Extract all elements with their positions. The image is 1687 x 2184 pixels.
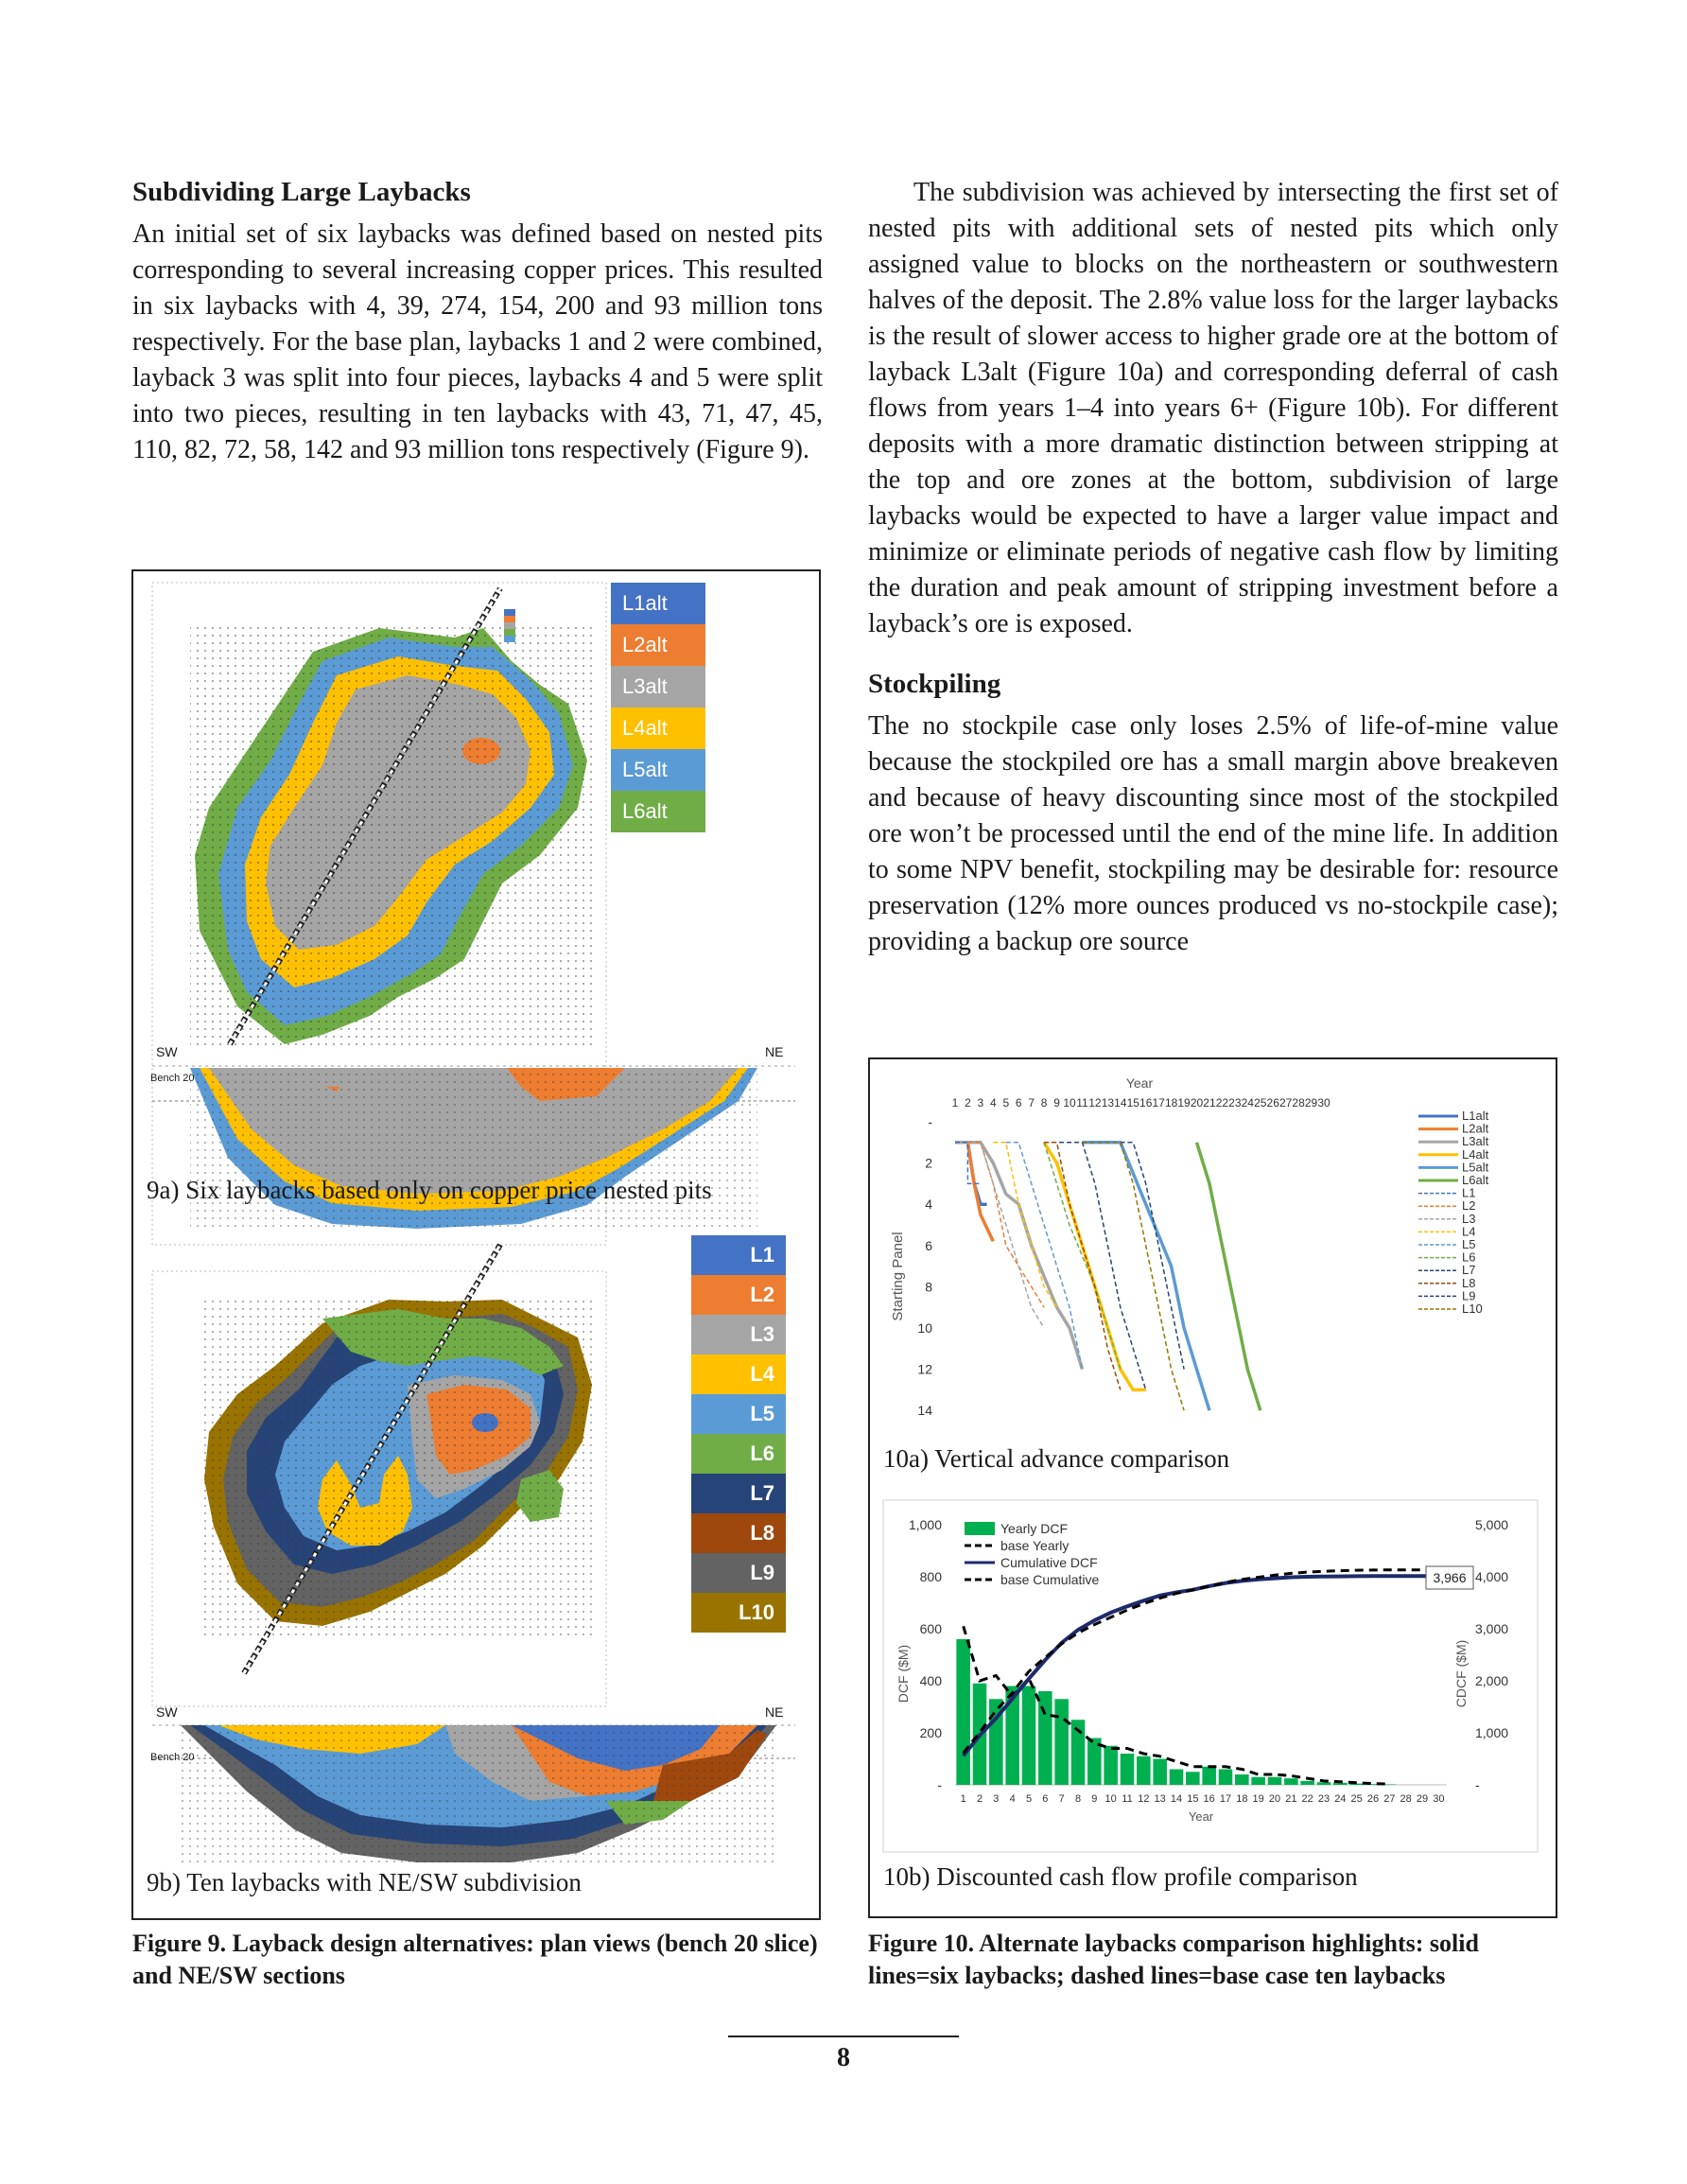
bar-yearly-dcf [1022, 1686, 1036, 1786]
x-tick-10a: 1 [951, 1096, 959, 1109]
series-line-l1 [955, 1143, 981, 1184]
y-tick-10a: - [928, 1114, 932, 1129]
legend-9b-l6: L6 [691, 1434, 786, 1474]
bar-yearly-dcf [1284, 1778, 1298, 1785]
subcaption-9a: 9a) Six laybacks based only on copper price nested pits [147, 1176, 712, 1204]
legend-label-l5: L5 [1462, 1237, 1476, 1251]
legend-9a-l4alt: L4alt [611, 708, 705, 749]
bar-yearly-dcf [1317, 1782, 1331, 1785]
x-tick-10b: 29 [1416, 1793, 1429, 1805]
left-column [132, 175, 823, 468]
legend-9a [611, 583, 705, 832]
legend-label-l8: L8 [1462, 1275, 1476, 1290]
x-tick-10b: 13 [1154, 1793, 1166, 1805]
x-tick-10b: 9 [1091, 1793, 1098, 1805]
legend-9b-l3: L3 [691, 1315, 786, 1354]
figure-10-caption: Figure 10. Alternate laybacks comparison highlights: solid lines=six laybacks; dashed lines=base case ten laybacks [868, 1930, 1479, 1989]
legend-label-l1alt: L1alt [1462, 1109, 1489, 1123]
legend-label-l7: L7 [1462, 1263, 1476, 1278]
series-line-l4alt [1044, 1143, 1146, 1390]
subcaption-9b: 9b) Ten laybacks with NE/SW subdivision [147, 1868, 582, 1896]
x-tick-10a: 29 [1304, 1096, 1318, 1109]
y-tick-10b: - [937, 1777, 942, 1792]
x-tick-10a: 30 [1317, 1096, 1330, 1109]
x-tick-10a: 15 [1126, 1096, 1139, 1109]
x-tick-10a: 19 [1177, 1096, 1191, 1109]
y-tick-10a: 4 [925, 1197, 932, 1213]
x-tick-10b: 21 [1285, 1793, 1297, 1805]
bar-yearly-dcf [1251, 1777, 1265, 1785]
legend-label-yearly-dcf: Yearly DCF [1000, 1521, 1069, 1536]
footer-rule [728, 2035, 959, 2037]
x-tick-10a: 21 [1203, 1096, 1216, 1109]
figure-10-panel [868, 1057, 1557, 1918]
paragraph-subdividing: An initial set of six laybacks was defined based on nested pits corresponding to several increasing copper prices. This resulted in six laybacks with 4, 39, 274, 154, 200 and 93 million tons respectively. For the base plan, laybacks 1 and 2 were combined, layback 3 was split into four pieces, laybacks 4 and 5 were split into two pieces, resulting in ten laybacks with 43, 71, 47, 45, 110, 82, 72, 58, 142 and 93 million tons respectively (Figure 9). [132, 219, 823, 464]
x-tick-10a: 6 [1015, 1096, 1022, 1109]
x-tick-10a: 17 [1152, 1096, 1165, 1109]
y-tick-10a: 10 [917, 1320, 932, 1336]
chart-vertical-advance [879, 1067, 1541, 1445]
bar-yearly-dcf [1038, 1691, 1052, 1785]
x-tick-10a: 9 [1053, 1096, 1060, 1109]
x-tick-10b: 4 [1009, 1793, 1016, 1805]
legend-label-cumulative-dcf: Cumulative DCF [1000, 1555, 1098, 1570]
y2-tick-10b: 3,000 [1475, 1621, 1509, 1636]
bar-yearly-dcf [1054, 1699, 1069, 1785]
y2-tick-10b: 4,000 [1475, 1569, 1509, 1584]
plan-view-9a [190, 623, 597, 1049]
x-tick-10a: 3 [977, 1096, 984, 1109]
bar-yearly-dcf [1104, 1746, 1118, 1785]
x-tick-10a: 26 [1266, 1096, 1279, 1109]
y-tick-10b: 200 [919, 1725, 942, 1740]
legend-9b-l1: L1 [691, 1235, 786, 1275]
legend-label-l2: L2 [1462, 1198, 1476, 1214]
legend-label-l3alt: L3alt [1462, 1134, 1489, 1149]
legend-label-l1: L1 [1462, 1185, 1476, 1200]
bar-yearly-dcf [1121, 1754, 1135, 1785]
x-tick-10a: 23 [1228, 1096, 1242, 1109]
y-tick-10a: 6 [925, 1237, 932, 1253]
bar-yearly-dcf [956, 1639, 970, 1785]
bar-yearly-dcf [1235, 1774, 1249, 1785]
x-tick-10a: 24 [1241, 1096, 1254, 1109]
x-tick-10b: 2 [976, 1793, 983, 1805]
x-tick-10b: 10 [1104, 1793, 1117, 1805]
annotation-cumulative-value: 3,966 [1433, 1570, 1467, 1585]
series-line-l2alt [955, 1143, 993, 1242]
legend-label-l3: L3 [1462, 1211, 1476, 1226]
y2-axis-title-10b: CDCF ($M) [1453, 1639, 1469, 1708]
y2-tick-10b: 2,000 [1475, 1673, 1509, 1688]
x-tick-10b: 12 [1138, 1793, 1150, 1805]
bar-yearly-dcf [1137, 1756, 1151, 1785]
section-heading-stockpiling: Stockpiling [868, 669, 1001, 699]
x-tick-10a: 16 [1139, 1096, 1153, 1109]
x-tick-10b: 3 [993, 1793, 1000, 1805]
x-tick-10b: 18 [1236, 1793, 1248, 1805]
legend-label-base-cumulative: base Cumulative [1000, 1572, 1100, 1587]
legend-9a-l5alt: L5alt [611, 749, 705, 791]
section-ne-label-9a: NE [765, 1044, 784, 1059]
x-tick-10a: 28 [1292, 1096, 1305, 1109]
x-tick-10a: 4 [990, 1096, 997, 1109]
section-heading-subdividing: Subdividing Large Laybacks [132, 177, 471, 207]
series-line-l7 [1044, 1143, 1146, 1390]
x-tick-10a: 20 [1190, 1096, 1204, 1109]
x-tick-10a: 7 [1028, 1096, 1035, 1109]
x-tick-10a: 8 [1040, 1096, 1048, 1109]
section-ne-label-9b: NE [765, 1704, 784, 1720]
section-sw-label-9b: SW [156, 1704, 178, 1720]
x-tick-10a: 11 [1076, 1096, 1088, 1109]
x-tick-10b: 30 [1433, 1793, 1445, 1805]
x-tick-10b: 20 [1268, 1793, 1281, 1805]
legend-label-l4alt: L4alt [1462, 1146, 1489, 1162]
y2-tick-10b: - [1475, 1777, 1480, 1792]
paragraph-subdivision-method: The subdivision was achieved by intersecting the first set of nested pits with additional sets of nested pits which only assigned value to blocks on the northeastern or southwestern halves of the deposit. The 2.8% value loss for the larger laybacks is the result of slower access to higher grade ore at the bottom of layback L3alt (Figure 10a) and corresponding deferral of cash flows from years 1–4 into years 6+ (Figure 10b). For different deposits with a more dramatic distinction between stripping at the top and ore zones at the bottom, subdivision of large laybacks would be expected to have a larger value impact and minimize or eliminate periods of negative cash flow by limiting the duration and peak amount of stripping investment before a layback’s ore is exposed. [868, 178, 1558, 638]
figure-9-panel [131, 569, 821, 1920]
bench-label-9b: Bench 20 [150, 1752, 195, 1763]
subcaption-10b: 10b) Discounted cash flow profile comparison [883, 1862, 1358, 1891]
bar-yearly-dcf [1219, 1770, 1233, 1786]
y-tick-10a: 2 [925, 1155, 932, 1171]
x-tick-10b: 5 [1025, 1793, 1033, 1805]
legend-label-l6alt: L6alt [1462, 1173, 1489, 1187]
x-tick-10a: 27 [1278, 1096, 1293, 1109]
x-tick-10b: 23 [1317, 1793, 1330, 1805]
x-tick-10b: 28 [1400, 1793, 1412, 1805]
bar-yearly-dcf [1268, 1777, 1282, 1785]
bar-yearly-dcf [1170, 1770, 1184, 1786]
y-axis-title-10a: Starting Panel [890, 1232, 906, 1321]
chart-dcf-profile [879, 1496, 1541, 1856]
legend-9b-l8: L8 [691, 1513, 786, 1553]
x-tick-10b: 8 [1074, 1793, 1082, 1805]
legend-9b-l10: L10 [691, 1593, 786, 1633]
x-tick-10b: 11 [1122, 1793, 1133, 1805]
legend-label-base-yearly: base Yearly [1000, 1538, 1070, 1553]
x-tick-10a: 5 [1002, 1096, 1010, 1109]
legend-label-l4: L4 [1462, 1224, 1476, 1239]
x-tick-10a: 18 [1164, 1096, 1178, 1109]
x-tick-10b: 17 [1219, 1793, 1232, 1805]
series-line-l6alt [1197, 1143, 1261, 1410]
x-tick-10b: 16 [1203, 1793, 1215, 1805]
figure-9-caption: Figure 9. Layback design alternatives: plan views (bench 20 slice) and NE/SW sections [132, 1930, 818, 1989]
y-tick-10a: 12 [917, 1361, 932, 1377]
legend-swatch-yearly-dcf [965, 1522, 995, 1535]
legend-label-l9: L9 [1462, 1288, 1476, 1303]
section-sw-label-9a: SW [156, 1044, 178, 1059]
x-tick-10b: 6 [1042, 1793, 1049, 1805]
x-tick-10b: 26 [1366, 1793, 1380, 1805]
x-tick-10b: 22 [1301, 1793, 1313, 1805]
legend-9b [691, 1235, 786, 1633]
legend-9a-l2alt: L2alt [611, 624, 705, 666]
legend-label-l2alt: L2alt [1462, 1121, 1489, 1136]
y-tick-10b: 400 [919, 1673, 942, 1688]
x-tick-10a: 12 [1088, 1096, 1102, 1109]
bar-yearly-dcf [1186, 1772, 1200, 1785]
y-axis-title-10b: DCF ($M) [896, 1644, 911, 1704]
legend-9b-l2: L2 [691, 1275, 786, 1315]
y-tick-10b: 800 [919, 1569, 942, 1584]
x-tick-10b: 25 [1350, 1793, 1363, 1805]
legend-9a-l3alt: L3alt [611, 666, 705, 708]
plan-view-9b [200, 1295, 597, 1635]
x-tick-10a: 25 [1254, 1096, 1267, 1109]
series-line-l10 [1083, 1143, 1185, 1410]
legend-9b-l4: L4 [691, 1354, 786, 1394]
x-axis-title-10a: Year [1125, 1075, 1154, 1091]
x-tick-10b: 1 [960, 1793, 966, 1805]
x-tick-10a: 2 [965, 1096, 971, 1109]
x-tick-10b: 27 [1383, 1793, 1396, 1805]
mini-palette-9a [504, 609, 515, 642]
section-view-9b [152, 1725, 795, 1867]
x-tick-10b: 7 [1058, 1793, 1065, 1805]
x-tick-10a: 10 [1063, 1096, 1076, 1109]
paragraph-stockpiling: The no stockpile case only loses 2.5% of life-of-mine value because the stockpiled ore has a small margin above breakeven and because of heavy discounting since most of the stockpiled ore won’t be processed until the end of the mine life. In addition to some NPV benefit, stockpiling may be desirable for: resource preservation (12% more ounces produced vs no-stockpile case); providing a backup ore source [868, 711, 1558, 956]
y-tick-10b: 1,000 [908, 1517, 942, 1532]
right-column [868, 175, 1558, 960]
y-tick-10b: 600 [919, 1621, 942, 1636]
legend-9a-l6alt: L6alt [611, 791, 705, 832]
x-tick-10a: 22 [1215, 1096, 1229, 1109]
subcaption-10a: 10a) Vertical advance comparison [883, 1444, 1230, 1473]
bar-yearly-dcf [1300, 1781, 1314, 1785]
bar-yearly-dcf [1153, 1759, 1167, 1786]
legend-9b-l5: L5 [691, 1394, 786, 1434]
bar-yearly-dcf [1202, 1767, 1216, 1785]
page-number: 8 [837, 2043, 850, 2072]
y2-tick-10b: 5,000 [1475, 1517, 1509, 1532]
x-tick-10b: 15 [1187, 1793, 1199, 1805]
legend-label-l6: L6 [1462, 1249, 1476, 1265]
x-tick-10a: 13 [1101, 1096, 1115, 1109]
legend-9b-l9: L9 [691, 1553, 786, 1593]
y-tick-10a: 14 [917, 1403, 932, 1419]
x-tick-10b: 24 [1334, 1793, 1347, 1805]
x-tick-10a: 14 [1114, 1096, 1127, 1109]
y-tick-10a: 8 [925, 1279, 932, 1295]
legend-label-l10: L10 [1462, 1302, 1483, 1316]
x-tick-10b: 19 [1252, 1793, 1264, 1805]
x-tick-10b: 14 [1170, 1793, 1183, 1805]
legend-label-l5alt: L5alt [1462, 1160, 1489, 1175]
bench-label-9a: Bench 20 [150, 1073, 195, 1084]
legend-9b-l7: L7 [691, 1474, 786, 1513]
y2-tick-10b: 1,000 [1475, 1725, 1509, 1740]
legend-9a-l1alt: L1alt [611, 583, 705, 624]
x-axis-title-10b: Year [1188, 1809, 1214, 1824]
